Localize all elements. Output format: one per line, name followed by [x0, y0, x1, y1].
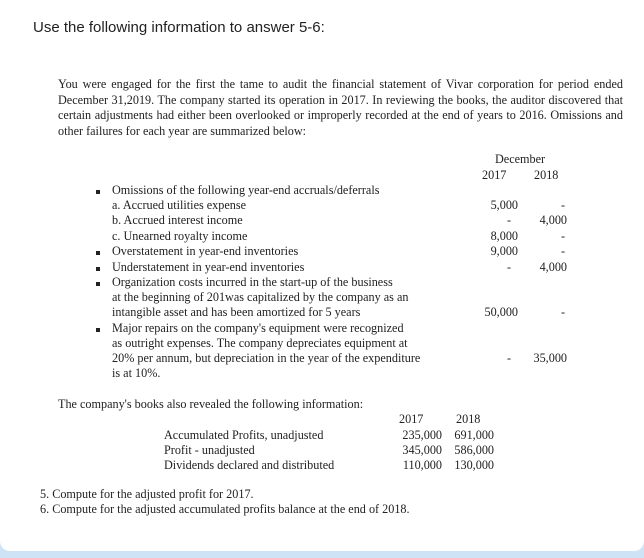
item-c-2017: 8,000	[490, 229, 518, 243]
accumulated-profits-2018: 691,000	[454, 428, 494, 442]
profit-unadjusted-2017: 345,000	[402, 443, 442, 457]
table1-col-2018: 2018	[534, 168, 559, 182]
table2-col-2017: 2017	[399, 412, 424, 426]
page-header: Use the following information to answer 5-6:	[33, 19, 325, 36]
dividends-2017: 110,000	[402, 458, 442, 472]
repairs-2017: -	[506, 351, 511, 365]
overstatement-2017: 9,000	[490, 244, 518, 258]
overstatement-label: Overstatement in year-end inventories	[112, 244, 299, 258]
table1-col-2017: 2017	[482, 168, 507, 182]
organization-2017: 50,000	[484, 305, 518, 319]
item-b-2017: -	[506, 213, 511, 227]
organization-line-2: at the beginning of 201was capitalized by the company as an	[112, 290, 409, 304]
profit-unadjusted-2018: 586,000	[454, 443, 494, 457]
table2-col-2018: 2018	[456, 412, 481, 426]
item-c-2018: -	[560, 229, 565, 243]
overstatement-2018: -	[560, 244, 565, 258]
omissions-label: Omissions of the following year-end accruals/deferrals	[112, 183, 380, 197]
understatement-label: Understatement in year-end inventories	[112, 260, 305, 274]
item-b-2018: 4,000	[539, 213, 567, 227]
repairs-line-2: as outright expenses. The company depreciates equipment at	[112, 336, 408, 350]
organization-2018: -	[560, 305, 565, 319]
intro-paragraph: You were engaged for the first the tame to audit the financial statement of Vivar corporation for period ended December 31,2019. The company started its operation in 2017. In reviewing the books, the auditor discovered that certain adjustments had either been overlooked or improperly recorded at the end of years to 2016. Omissions and other failures for each year are summarized below:	[58, 77, 623, 138]
item-a-2018: -	[560, 198, 565, 212]
item-a-2017: 5,000	[490, 198, 518, 212]
bullet-icon	[96, 251, 100, 255]
bullet-icon	[96, 282, 100, 286]
repairs-line-3: 20% per annum, but depreciation in the year of the expenditure	[112, 351, 421, 365]
repairs-line-1: Major repairs on the company's equipment were recognized	[112, 321, 404, 335]
bullet-icon	[96, 267, 100, 271]
organization-line-1: Organization costs incurred in the start-up of the business	[112, 275, 393, 289]
accumulated-profits-label: Accumulated Profits, unadjusted	[164, 428, 324, 442]
accumulated-profits-2017: 235,000	[402, 428, 442, 442]
item-c-label: c. Unearned royalty income	[112, 229, 248, 243]
item-a-label: a. Accrued utilities expense	[112, 198, 247, 212]
question-5: 5. Compute for the adjusted profit for 2017.	[40, 487, 254, 501]
understatement-2018: 4,000	[539, 260, 567, 274]
table1-header-december: December	[495, 152, 546, 166]
question-6: 6. Compute for the adjusted accumulated profits balance at the end of 2018.	[40, 502, 410, 516]
bullet-icon	[96, 190, 100, 194]
dividends-2018: 130,000	[454, 458, 494, 472]
table2-intro: The company's books also revealed the following information:	[58, 397, 364, 411]
repairs-2018: 35,000	[533, 351, 567, 365]
understatement-2017: -	[506, 260, 511, 274]
profit-unadjusted-label: Profit - unadjusted	[164, 443, 255, 457]
repairs-line-4: is at 10%.	[112, 366, 161, 380]
item-b-label: b. Accrued interest income	[112, 213, 243, 227]
bullet-icon	[96, 328, 100, 332]
dividends-label: Dividends declared and distributed	[164, 458, 335, 472]
organization-line-3: intangible asset and has been amortized for 5 years	[112, 305, 361, 319]
